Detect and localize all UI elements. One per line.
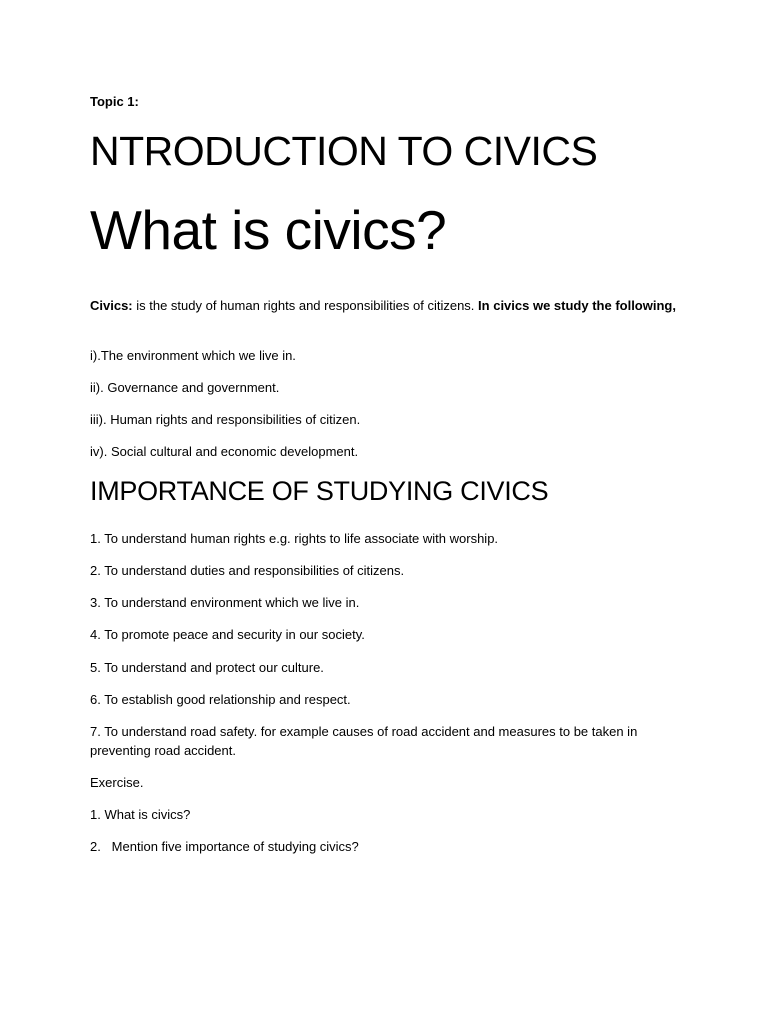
list-item: 5. To understand and protect our culture. [90,660,324,675]
topic-label: Topic 1: [90,94,139,109]
list-item: 7. To understand road safety. for example causes of road accident and measures to be taken in preventing road accident. [90,724,638,758]
page-title: NTRODUCTION TO CIVICS [90,128,598,174]
list-item: iii). Human rights and responsibilities of citizen. [90,412,361,427]
list-item: 3. To understand environment which we live in. [90,595,360,610]
list-item: 2. To understand duties and responsibilities of citizens. [90,563,405,578]
list-item: 6. To establish good relationship and respect. [90,692,351,707]
page-subtitle: What is civics? [90,199,447,261]
exercise-item: 1. What is civics? [90,807,191,822]
importance-heading: IMPORTANCE OF STUDYING CIVICS [90,476,549,506]
definition-paragraph [90,296,680,315]
exercise-label: Exercise. [90,775,144,790]
list-item: ii). Governance and government. [90,380,280,395]
definition-text: is the study of human rights and responsibilities of citizens. [132,298,479,313]
list-item: 1. To understand human rights e.g. rights to life associate with worship. [90,531,499,546]
list-item: iv). Social cultural and economic development. [90,444,359,459]
definition-term: Civics: [90,298,133,313]
exercise-item: 2. Mention five importance of studying civics? [90,839,359,854]
list-item: 4. To promote peace and security in our society. [90,627,365,642]
definition-bold-tail: In civics we study the following, [478,298,676,313]
list-item: i).The environment which we live in. [90,348,296,363]
